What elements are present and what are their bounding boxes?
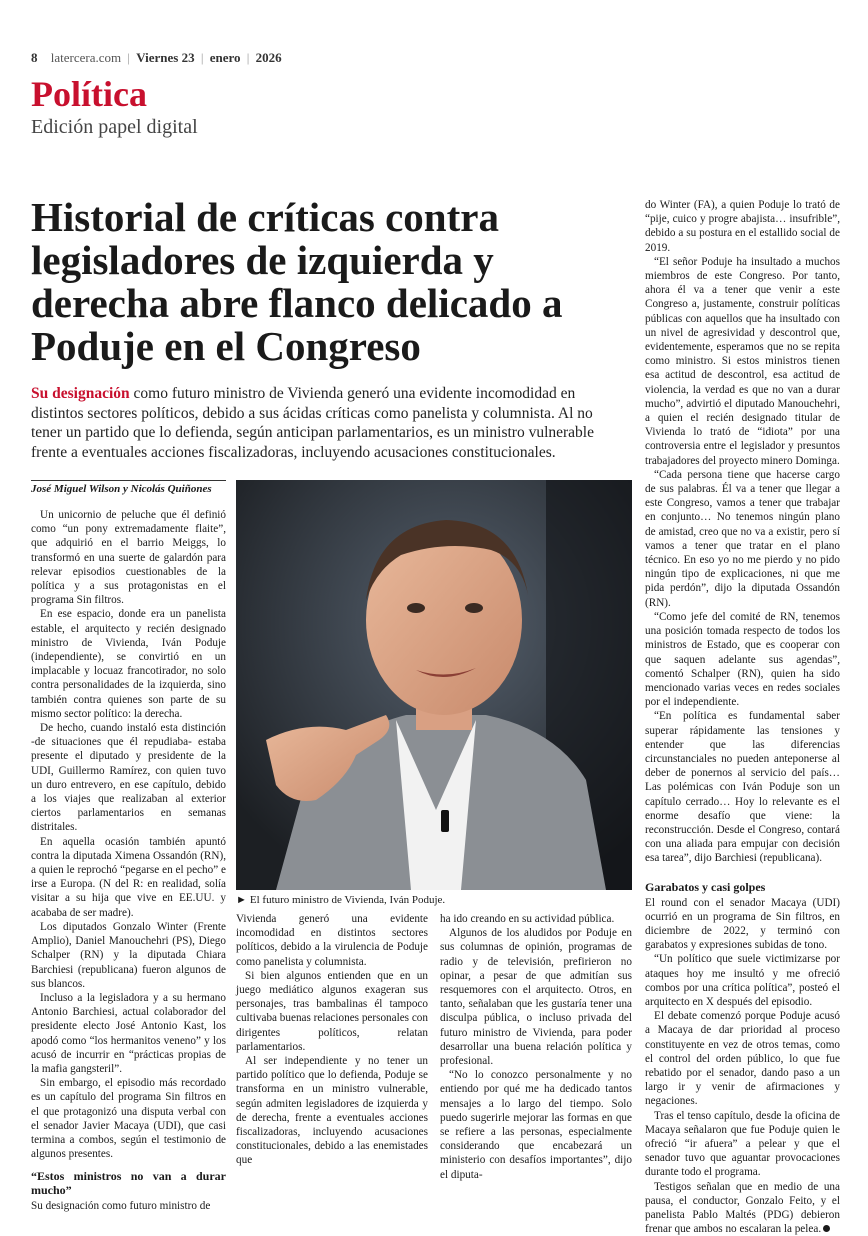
paragraph: Su designación como futuro ministro de <box>31 1200 211 1213</box>
paragraph: “Un político que suele victimizarse por ataques hoy me insultó y me ofreció combos por una crítica política”, posteó el arquitecto en X después del episodio. <box>645 953 840 1008</box>
paragraph: Algunos de los aludidos por Poduje en sus columnas de opinión, programas de radio y de televisión, prefirieron no opinar, a pesar de que admitían sus resquemores con el arquitecto. Otros, en tanto, señalaban que les gustaría tener una disculpa pública, o incluso privada del futuro ministro de Vivienda, para poder desarrollar una buena relación política y profesional. <box>440 927 632 1068</box>
byline: José Miguel Wilson y Nicolás Quiñones <box>31 480 226 495</box>
article-headline: Historial de críticas contra legisladores de izquierda y derecha abre flanco delicado a Poduje en el Congreso <box>31 194 563 369</box>
paragraph: Al ser independiente y no tener un partido político que lo defienda, Poduje se transforma en un ministro vulnerable, según admiten legisladores de izquierda y de derecha, frente a eventuales acciones fiscalizadoras, incluyendo acusaciones constitucionales, debido a las enemistades que <box>236 1055 428 1167</box>
portrait-illustration <box>236 480 632 890</box>
caption-marker-icon: ► <box>236 894 247 906</box>
paragraph: Si bien algunos entienden que en un juego mediático algunos exageran sus personajes, tras bambalinas él tampoco cultivaba buenas relaciones personales con dirigentes políticos, relatan parlamentarios. <box>236 969 428 1053</box>
date-month: enero <box>209 50 241 65</box>
paragraph <box>645 1180 840 1236</box>
lede-kicker: Su designación <box>31 385 130 402</box>
paragraph: Sin embargo, el episodio más recordado es un capítulo del programa Sin filtros en el que protagonizó una disputa verbal con el senador Javier Macaya (UDI), que casi termina a combos, según el testimonio de algunos presentes. <box>31 1077 226 1161</box>
paragraph: El debate comenzó porque Poduje acusó a Macaya de dar prioridad al proceso constituyente en vez de otros temas, como el control del orden público, lo que fue rebatido por el senador, dando paso a un largo ir y venir de afirmaciones y negaciones. <box>645 1010 840 1108</box>
date-year: 2026 <box>255 50 282 65</box>
lede-text: como futuro ministro de Vivienda generó una evidente incomodidad en distintos sectores políticos, debido a sus ácidas críticas como panelista y columnista. Al no tener un partido que lo defienda, según anticipan parlamentarios, es un ministro vulnerable frente a eventuales acciones fiscalizadoras, incluyendo acusaciones constitucionales. <box>31 385 594 461</box>
date-day: Viernes 23 <box>136 50 195 65</box>
paragraph: El round con el senador Macaya (UDI) ocurrió en un programa de Sin filtros, en diciembre de 2022, y terminó con garabatos y expresiones subidas de tono. <box>645 896 840 952</box>
caption-text: El futuro ministro de Vivienda, Iván Poduje. <box>249 894 446 906</box>
edition-label: Edición papel digital <box>31 116 198 138</box>
paragraph: do Winter (FA), a quien Poduje lo trató de “pije, cuico y progre abajista… insufrible”, debido a su postura en el estallido social de 2019. <box>645 199 840 254</box>
paragraph: Vivienda generó una evidente incomodidad en distintos sectores políticos, debido a la virulencia de Poduje como panelista y columnista. <box>236 913 428 968</box>
section-title: Política <box>31 74 147 114</box>
site-name[interactable]: latercera.com <box>50 50 122 65</box>
paragraph: ha ido creando en su actividad pública. <box>440 913 615 925</box>
paragraph: Incluso a la legisladora y a su hermano Antonio Barchiesi, actual colaborador del presidente electo José Antonio Kast, los apodó como “los hermanitos veneno” y los acusó de incurrir en “prácticas propias de la mafia gangsteril”. <box>31 991 226 1075</box>
subheading: “Estos ministros no van a durar mucho” <box>31 1169 226 1198</box>
paragraph-text: Testigos señalan que en medio de una pausa, el conductor, Gonzalo Feito, y el panelista Pablo Maltés (PDG) debieron frenar que ambos no escalaran la pelea. <box>645 1180 840 1236</box>
paragraph: “No lo conozco personalmente y no entiendo por qué me ha dedicado tantos mensajes a lo largo del tiempo. Solo puedo sugerirle mejorar las formas en que se refiere a las personas, especialmente considerando que encabezará un ministerio con desafíos importantes”, dijo el diputa- <box>440 1069 632 1181</box>
article-lede <box>31 384 621 462</box>
column-1 <box>31 508 226 1213</box>
paragraph: “Como jefe del comité de RN, tenemos una posición tomada respecto de todos los ministros de Estado, que es cooperar con que saquen adelante sus agendas”, comentó Schalper (RN), quien ha sido mencionado varias veces en redes sociales por el independiente. <box>645 610 840 709</box>
photo-caption <box>236 894 632 906</box>
subheading: Garabatos y casi golpes <box>645 879 766 894</box>
paragraph: “En política es fundamental saber superar rápidamente las tensiones y entender que las diferencias circunstanciales no pueden anteponerse al deber de ponernos al servicio del país… Las polémicas con Iván Poduje son un capítulo cerrado… Hoy lo relevante es el enorme desafío que viene: la reconstrucción. Desde el Congreso, contará con una aliada para empujar con decisión esa tarea”, dijo Barchiesi (republicana). <box>645 710 840 865</box>
paragraph: Tras el tenso capítulo, desde la oficina de Macaya señalaron que fue Poduje quien le ofreció “ir afuera” a pelear y que el senador tuvo que aguantar provocaciones durante todo el programa. <box>645 1109 840 1179</box>
page-number: 8 <box>31 50 38 65</box>
paragraph: “Cada persona tiene que hacerse cargo de sus palabras. Él va a tener que llegar a este Congreso, vamos a tener que trabajar en conjunto… No tenemos ningún plano de amistad, creo que no va a existir, pero sí vamos a tener que tratar en el plano técnico. En eso yo no me pierdo y no pido ningún tipo de explicaciones, ni que me pida perdón”, dijo la diputada Ossandón (RN). <box>645 468 840 609</box>
paragraph: De hecho, cuando instaló esta distinción -de situaciones que él repudiaba- estaba presente el diputado y presidente de la UDI, Guillermo Ramírez, con quien tuvo un duro entrevero, en ese capítulo, debido a los viajes que realizaban al exterior ciertos parlamentarios en semanas distritales. <box>31 722 226 834</box>
end-mark-icon <box>823 1225 830 1232</box>
paragraph: En ese espacio, donde era un panelista estable, el arquitecto y recién designado ministro de Vivienda, Iván Poduje (independiente), se convirtió en un implacable y locuaz francotirador, no solo contra personalidades de la izquierda, sino también contra quienes son parte de su mismo sector político: la derecha. <box>31 608 226 720</box>
column-2 <box>236 912 428 1170</box>
masthead: 8 latercera.com | Viernes 23 | enero | 2026 <box>31 50 282 65</box>
paragraph: “El señor Poduje ha insultado a muchos miembros de este Congreso. Por tanto, ahora él va a tener que venir a este Congreso a, justamente, construir políticas públicas con aquellos que ha insultado con un nivel de agresividad y descontrol que, evidentemente, esperamos que no se repita como ministro. Si estos ministros tienen esa actitud de descontrol, esa actitud de violencia, la verdad es que no van a durar mucho”, advirtió el diputado Manouchehri, a quien el recién designado titular de Vivienda lo trató de “idiota” por una controversia entre el legislador y presuntos trabajadores del proyecto minero Dominga. <box>645 255 840 467</box>
column-3 <box>440 912 632 1181</box>
column-4 <box>645 198 840 1236</box>
paragraph: Los diputados Gonzalo Winter (Frente Amplio), Daniel Manouchehri (PS), Diego Schalper (RN) y la diputada Chiara Barchiesi (republicana) fueron algunos de sus blancos. <box>31 920 226 990</box>
paragraph: En aquella ocasión también apuntó contra la diputada Ximena Ossandón (RN), a quien le reprochó “pegarse en el pecho” e irse a Europa. (N del R: en realidad, solía visitar a su hija que vive en EE.UU. y acababa de ser madre). <box>31 835 226 919</box>
article-photo <box>236 480 632 890</box>
paragraph: Un unicornio de peluche que él definió como “un pony extremadamente flaite”, que adquirió en el barrio Meiggs, lo transformó en una suerte de galardón para relevar episodios cuestionables de la política y a sus protagonistas en el programa Sin filtros. <box>31 509 226 607</box>
